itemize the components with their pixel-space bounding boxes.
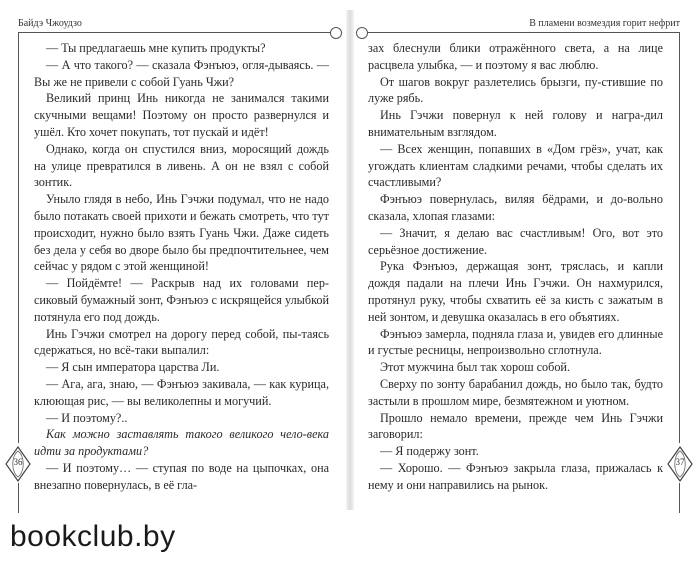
paragraph: — Хорошо. — Фэнъюэ закрыла глаза, прижалась к нему и они направились на рынок. xyxy=(368,460,663,492)
paragraph: Инь Гэчжи повернул к ней голову и награ-дил внимательным взглядом. xyxy=(368,108,663,139)
left-running-head: Байдэ Чжоудзо xyxy=(18,18,82,29)
left-margin-line xyxy=(18,33,19,443)
site-watermark: bookclub.by xyxy=(10,520,176,553)
left-page-text xyxy=(34,40,329,494)
paragraph: — Значит, я делаю вас счастливым! Ого, вот это серьёзное достижение. xyxy=(368,225,663,257)
paragraph: От шагов вокруг разлетелись брызги, пу-стившие по луже рябь. xyxy=(368,74,663,106)
paragraph: — И поэтому?.. xyxy=(46,410,128,425)
left-page-number: 36 xyxy=(13,457,23,467)
paragraph: зах блеснули блики отражённого света, а на лице расцвела улыбка, — и поэтому я вас люблю. xyxy=(368,41,663,72)
left-margin-line-lower xyxy=(18,483,19,513)
left-header-rule xyxy=(18,32,336,33)
paragraph: Фэнъюэ замерла, подняла глаза и, увидев его длинные и густые ресницы, непроизвольно сглотнула. xyxy=(368,326,663,358)
right-margin-line-lower xyxy=(679,483,680,513)
paragraph: — Ты предлагаешь мне купить продукты? xyxy=(46,41,266,55)
right-page-text xyxy=(368,40,663,494)
right-running-head: В пламени возмездия горит нефрит xyxy=(529,18,680,29)
right-page-number: 37 xyxy=(675,457,685,467)
paragraph: Уныло глядя в небо, Инь Гэчжи подумал, что не надо было потакать своей прихоти и бежать смотреть, что тут происходит, нужно было взять Гуань Чжи. Даже сидеть без дела у себя во дворе было бы предпочтительнее, чем сейчас у рядом с этой женщиной! xyxy=(34,192,329,274)
paragraph: Рука Фэнъюэ, держащая зонт, тряслась, и капли дождя падали на плечи Инь Гэчжи. Он нахмурился, протянул руку, чтобы схватить её за кисть с зажатым в ней зонтом, и девушка оказалась в его объятиях. xyxy=(368,259,663,324)
paragraph: Однако, когда он спустился вниз, моросящий дождь на улице превратился в ливень. А он не взял с собой зонтик. xyxy=(34,141,329,190)
right-rule-ornament xyxy=(356,27,368,39)
paragraph: — А что такого? — сказала Фэнъюэ, огля-дываясь. — Вы же не привели с собой Гуань Чжи? xyxy=(34,57,329,89)
book-gutter xyxy=(346,10,354,510)
paragraph: Как можно заставлять такого великого чело-века идти за продуктами? xyxy=(34,427,329,459)
paragraph: — Всех женщин, попавших в «Дом грёз», учат, как угождать клиентам сладкими речами, чтобы сделать их счастливыми? xyxy=(368,141,663,190)
paragraph: Прошло немало времени, прежде чем Инь Гэчжи заговорил: xyxy=(368,410,663,442)
paragraph: — И поэтому… — ступая по воде на цыпочках, она внезапно повернулась, в её гла- xyxy=(34,460,329,492)
left-page xyxy=(13,18,336,508)
paragraph: Фэнъюэ повернулась, виляя бёдрами, и до-вольно сказала, хлопая глазами: xyxy=(368,192,663,223)
right-page-number-ornament xyxy=(665,446,695,482)
right-header-rule xyxy=(362,32,680,33)
paragraph: Инь Гэчжи смотрел на дорогу перед собой, пы-таясь сдержаться, но всё-таки выпалил: xyxy=(34,326,329,358)
left-rule-ornament xyxy=(330,27,342,39)
paragraph: Великий принц Инь никогда не занимался такими скучными вещами! Поэтому он просто развернулся и ушёл. Кто хочет покупать, тот пускай и идёт! xyxy=(34,91,329,139)
left-page-number-ornament xyxy=(3,446,33,482)
paragraph: — Пойдёмте! — Раскрыв над их головами пер-сиковый бумажный зонт, Фэнъюэ с искрящейся улыбкой потянула его под дождь. xyxy=(34,276,329,324)
paragraph: Этот мужчина был так хорош собой. xyxy=(380,360,570,375)
paragraph: — Ага, ага, знаю, — Фэнъюэ закивала, — как курица, клюющая рис, — вы великолепны и могучий. xyxy=(34,376,329,408)
paragraph: Сверху по зонту барабанил дождь, но было так, будто застыли в прошлом мире, безмятежном и уютном. xyxy=(368,376,663,408)
right-margin-line xyxy=(679,33,680,443)
paragraph: — Я подержу зонт. xyxy=(380,444,479,459)
paragraph: — Я сын императора царства Ли. xyxy=(46,360,220,375)
right-page xyxy=(362,18,685,508)
